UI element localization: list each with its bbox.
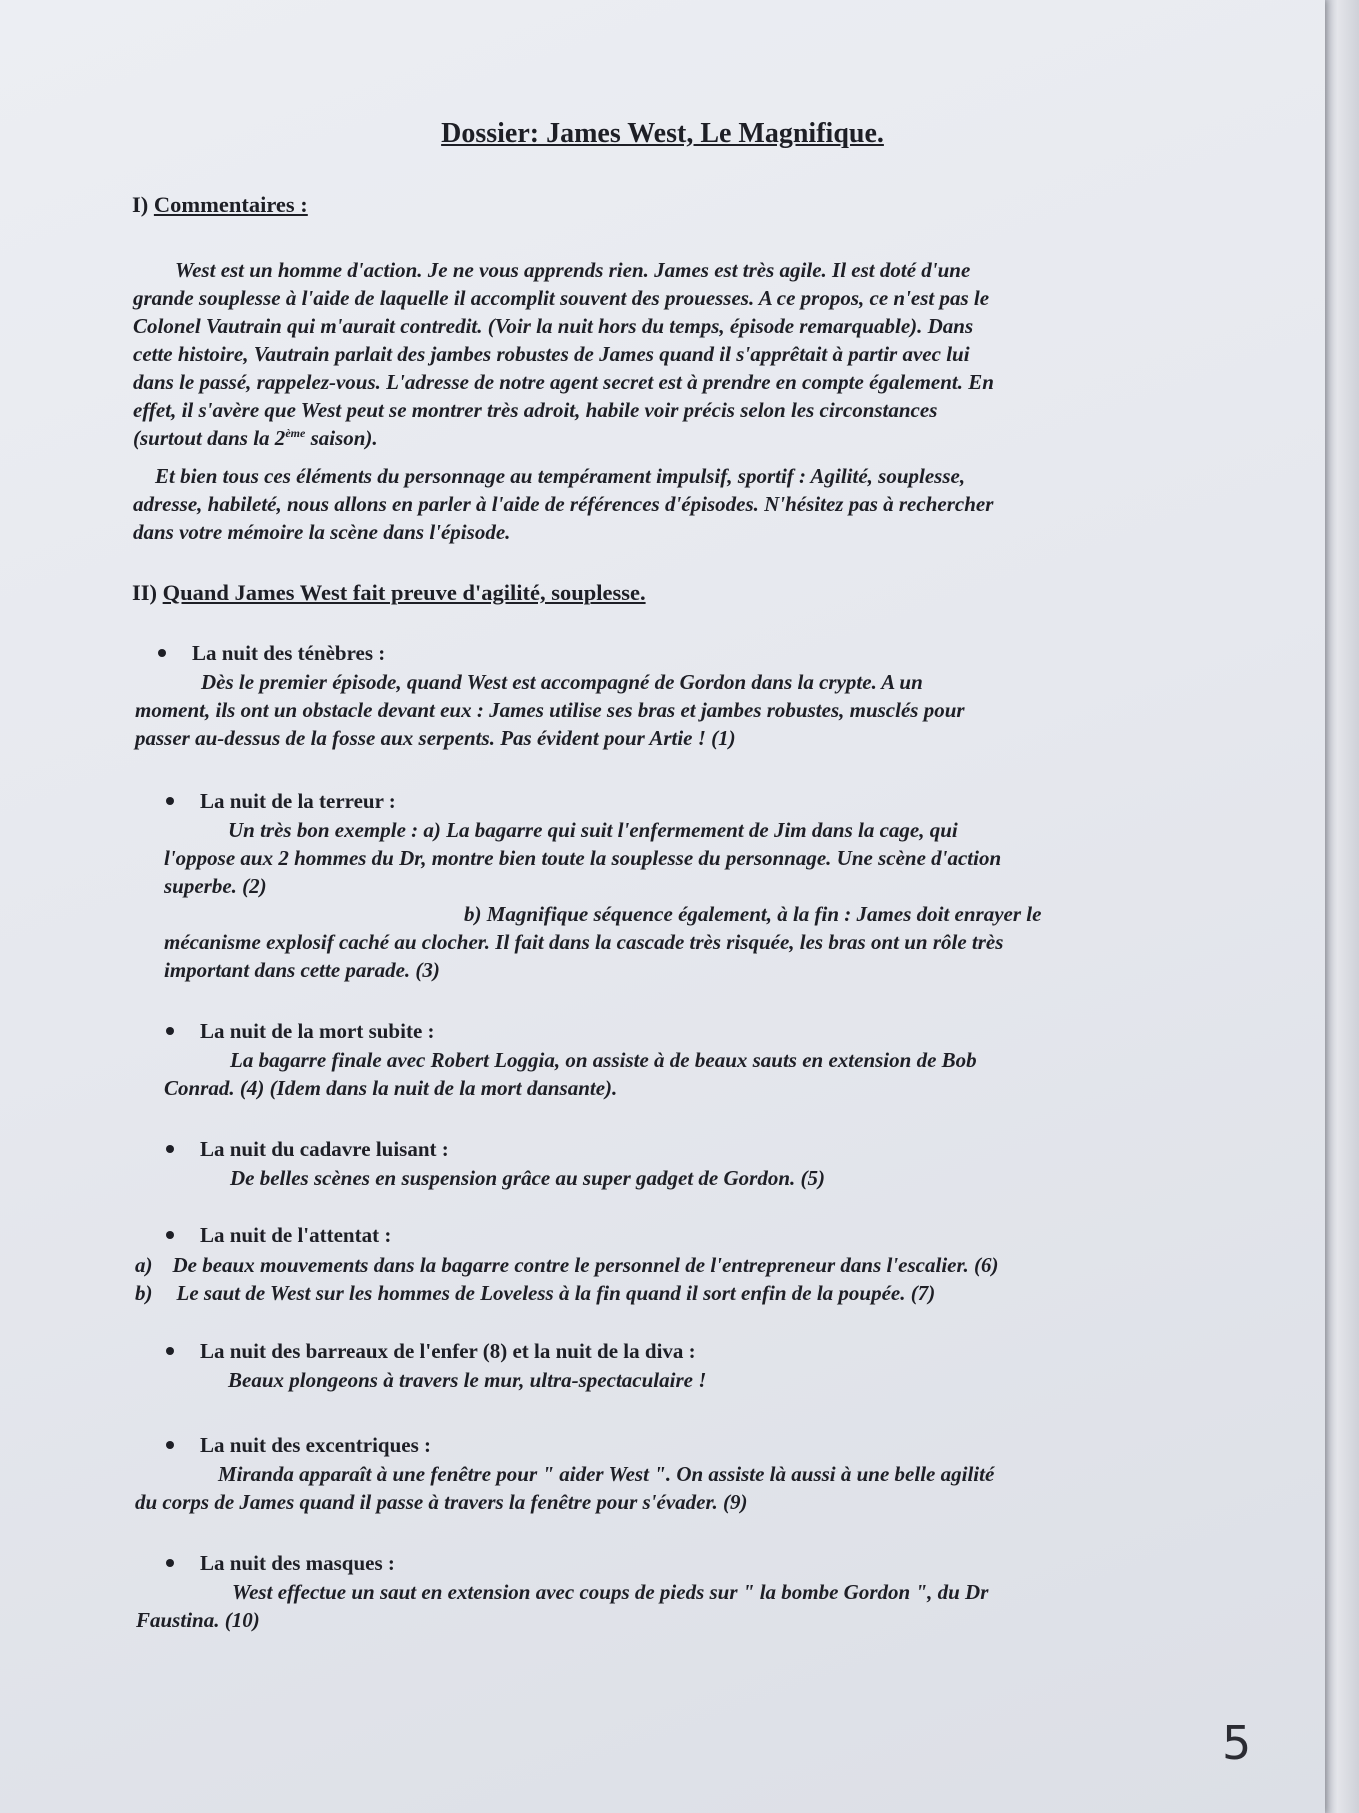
list-item-title: La nuit des masques : bbox=[166, 1550, 395, 1576]
list-item-title: La nuit des barreaux de l'enfer (8) et la nuit de la diva : bbox=[166, 1338, 696, 1364]
bullet-icon bbox=[166, 1027, 174, 1035]
bullet-icon bbox=[166, 1347, 174, 1355]
bullet-icon bbox=[158, 649, 166, 657]
section-1-paragraph-2: Et bien tous ces éléments du personnage au tempérament impulsif, sportif : Agilité, souplesse, adresse, habileté, nous allons en parler à l'aide de références d'épisodes. N'hésitez pas à rechercher dans votre mémoire la scène dans l'épisode. bbox=[133, 464, 994, 544]
list-item-text: Dès le premier épisode, quand West est accompagné de Gordon dans la crypte. A un moment, ils ont un obstacle devant eux : James utilise ses bras et jambes robustes, musclés pour passer au-dessus de la fosse aux serpents. Pas évident pour Artie ! (1) bbox=[135, 670, 965, 750]
list-item-title: La nuit de la mort subite : bbox=[166, 1018, 435, 1044]
list-item-text: Miranda apparaît à une fenêtre pour " aider West ". On assiste là aussi à une belle agilité du corps de James quand il passe à travers la fenêtre pour s'évader. (9) bbox=[135, 1462, 995, 1514]
bullet-icon bbox=[166, 1559, 174, 1567]
list-item-text: West effectue un saut en extension avec coups de pieds sur " la bombe Gordon ", du Dr Faustina. (10) bbox=[136, 1580, 989, 1632]
bullet-icon bbox=[166, 1231, 174, 1239]
section-1-heading: I) Commentaires : bbox=[132, 192, 308, 217]
page-edge-shadow bbox=[1323, 0, 1359, 1813]
list-item-title: La nuit du cadavre luisant : bbox=[166, 1136, 449, 1162]
bullet-icon bbox=[166, 1441, 174, 1449]
document-title: Dossier: James West, Le Magnifique. bbox=[441, 118, 884, 149]
list-item-title: La nuit des excentriques : bbox=[166, 1432, 431, 1458]
section-1-paragraph-1: West est un homme d'action. Je ne vous apprends rien. James est très agile. Il est doté d'une grande souplesse à l'aide de laquelle il accomplit souvent des prouesses. A ce propos, ce n'est pas le Colonel Vautrain qui m'aurait contredit. (Voir la nuit hors du temps, épisode remarquable). Dans cette histoire, Vautrain parlait des jambes robustes de James quand il s'apprêtait à partir avec lui dans le passé, rappelez-vous. L'adresse de notre agent secret est à prendre en compte également. En effet, il s'avère que West peut se montrer très adroit, habile voir précis selon les circonstances (surtout dans la 2ème saison). bbox=[133, 258, 994, 450]
bullet-icon bbox=[166, 797, 174, 805]
list-item-text: La bagarre finale avec Robert Loggia, on assiste à de beaux sauts en extension de Bob Conrad. (4) (Idem dans la nuit de la mort dansante). bbox=[164, 1048, 977, 1100]
list-item-title: La nuit de la terreur : bbox=[166, 788, 396, 814]
section-2-heading: II) Quand James West fait preuve d'agilité, souplesse. bbox=[132, 580, 646, 605]
list-item-title: La nuit de l'attentat : bbox=[166, 1222, 391, 1248]
list-item-text: a) De beaux mouvements dans la bagarre contre le personnel de l'entrepreneur dans l'escalier. (6) b) Le saut de West sur les hommes de Loveless à la fin quand il sort enfin de la poupée. (7) bbox=[135, 1253, 999, 1305]
page-number: 5 bbox=[1222, 1716, 1252, 1770]
list-item-text: De belles scènes en suspension grâce au super gadget de Gordon. (5) bbox=[230, 1166, 825, 1190]
list-item-title: La nuit des ténèbres : bbox=[158, 640, 385, 666]
list-item-text: Un très bon exemple : a) La bagarre qui suit l'enfermement de Jim dans la cage, qui l'oppose aux 2 hommes du Dr, montre bien toute la souplesse du personnage. Une scène d'action superbe. (2) b) Magnifique séquence également, à la fin : James doit enrayer le mécanisme explosif caché au clocher. Il fait dans la cascade très risquée, les bras ont un rôle très important dans cette parade. (3) bbox=[164, 818, 1042, 982]
bullet-icon bbox=[166, 1145, 174, 1153]
list-item-text: Beaux plongeons à travers le mur, ultra-spectaculaire ! bbox=[228, 1368, 707, 1392]
